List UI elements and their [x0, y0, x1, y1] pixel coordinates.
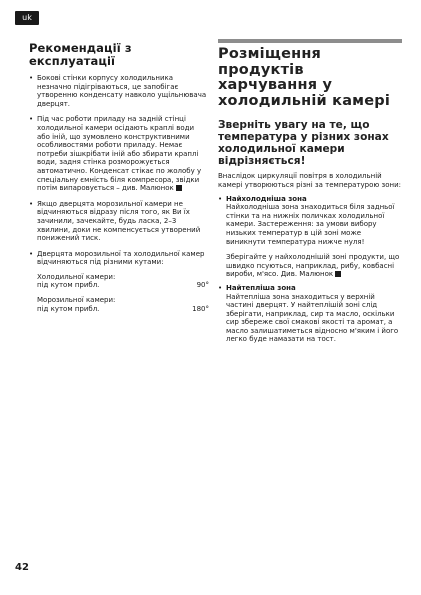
page-number: 42	[15, 562, 29, 573]
section-title-recommendations: Рекомендації з експлуатації	[29, 41, 132, 68]
angle-freezer: Морозильної камери: під кутом прибл. 180°	[37, 296, 209, 313]
list-item: • Найтепліша зона Найтепліша зона знаходиться у верхній частині дверцят. У найтеплішій зоні слід зберігати, наприклад, сир та масло, оскільки сир збереже свої смакові якості та аромат, а масло залишатиметься відносно м'яким і його легко буде намазати на тост.	[218, 284, 402, 344]
list-item: • Найхолодніша зона Найхолодніша зона знаходиться біля задньої стінки та на нижніх поличках холодильної камери. Застереження: за умови вибору низьких температур в цій зоні може виникнути температура нижче нуля! Зберігайте у найхолоднішій зоні продукти, що швидко псуються, наприклад, рибу, ковбасні вироби, м'ясо. Див. Малюнок	[218, 195, 402, 279]
list-item: • Якщо дверцята морозильної камери не відчиняються відразу після того, як Ви їх зачинили, зачекайте, будь ласка, 2–3 хвилини, доки не компенсується утворений понижений тиск.	[29, 200, 209, 243]
list-item: • Дверцята морозильної та холодильної камер відчиняються під різними кутами: Холодильної камери: під кутом прибл. 90° Морозильної камери: під кутом прибл. 180°	[29, 250, 209, 314]
angle-fridge: Холодильної камери: під кутом прибл. 90°	[37, 272, 209, 290]
right-column	[218, 39, 402, 349]
attention-heading: Зверніть увагу на те, що температура у різних зонах холодильної камери відрізняється!	[218, 119, 389, 168]
angle-value: 90°	[196, 281, 209, 290]
page-title: Розміщення продуктів харчування у холодильній камері	[218, 46, 391, 109]
angle-value: 180°	[192, 304, 209, 313]
zones-list	[218, 195, 402, 345]
list-item: • Бокові стінки корпусу холодильника незначно підігріваються, це запобігає утворенню конденсату навколо ущільнювача дверцят.	[29, 74, 209, 108]
illustration-marker	[335, 271, 341, 277]
recommendations-list	[29, 74, 209, 313]
left-column	[29, 42, 209, 320]
list-item: • Під час роботи приладу на задній стінці холодильної камери осідають краплі води або іній, що зумовлено конструктивними особливостями роботи приладу. Немає потреби зішкрібати іній або збирати краплі води, задня стінка розморожується автоматично. Конденсат стікає по жолобу у спеціальну ємність біля компресора, звідки потім випаровується – див. Малюнок	[29, 115, 209, 192]
section-divider	[218, 39, 402, 43]
intro-paragraph: Внаслідок циркуляції повітря в холодильній камері утворюються різні за температурою зони:	[218, 172, 401, 189]
language-badge: uk	[15, 11, 39, 25]
illustration-marker	[176, 185, 182, 191]
